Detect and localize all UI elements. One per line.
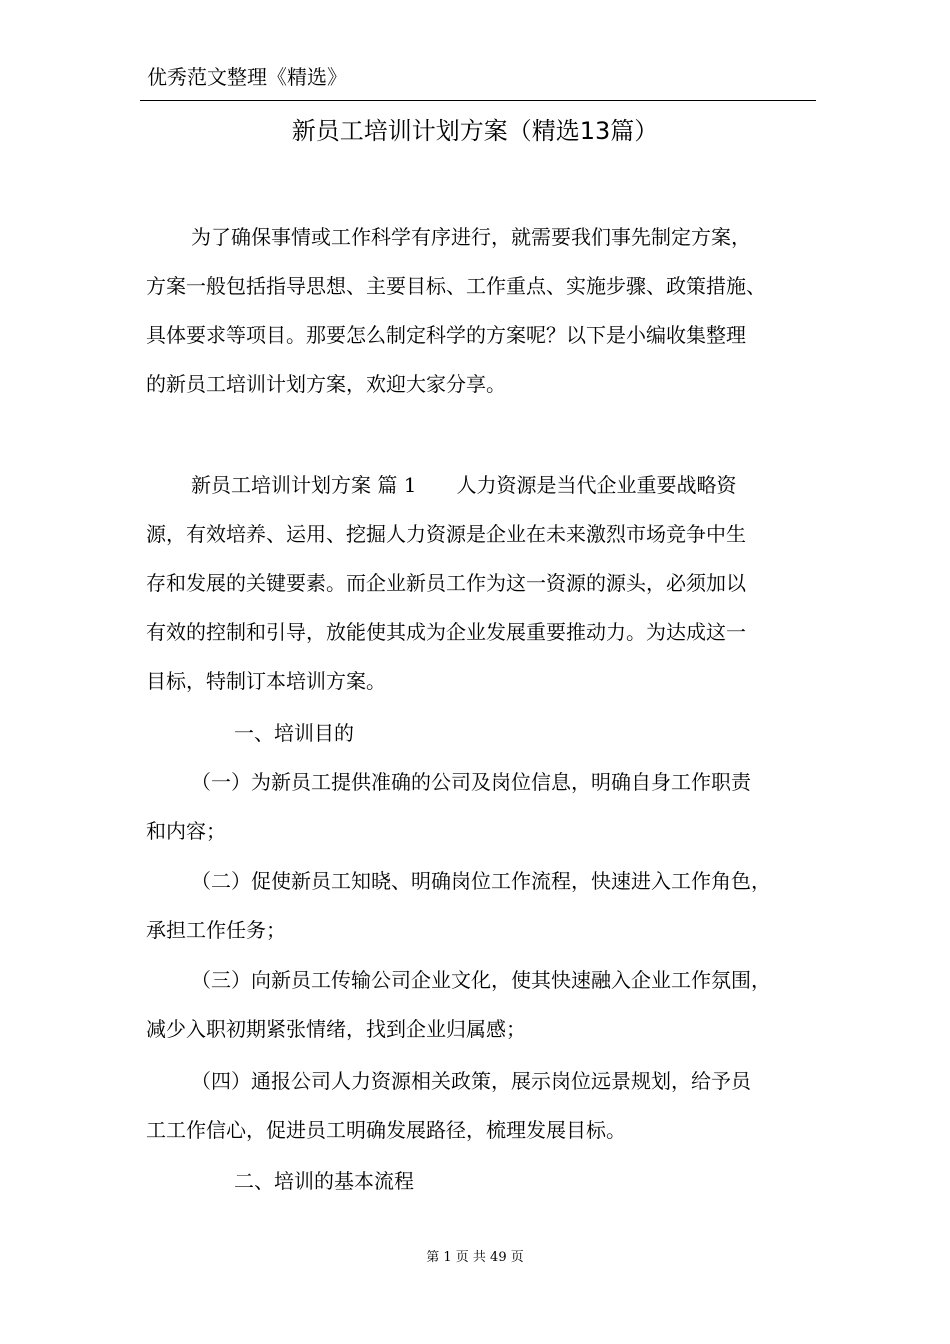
body-line: 工工作信心，促进员工明确发展路径，梳理发展目标。 bbox=[146, 1118, 626, 1142]
body-line: 方案一般包括指导思想、主要目标、工作重点、实施步骤、政策措施、 bbox=[146, 274, 766, 298]
body-line: 具体要求等项目。那要怎么制定科学的方案呢？以下是小编收集整理 bbox=[146, 323, 746, 347]
body-line: 承担工作任务； bbox=[146, 918, 286, 942]
page-header-title: 优秀范文整理《精选》 bbox=[147, 65, 347, 89]
body-line: （四）通报公司人力资源相关政策，展示岗位远景规划，给予员 bbox=[191, 1069, 751, 1093]
document-title: 新员工培训计划方案（精选13篇） bbox=[291, 117, 659, 145]
body-line: 目标，特制订本培训方案。 bbox=[146, 669, 386, 693]
section-heading: 二、培训的基本流程 bbox=[234, 1169, 414, 1193]
body-line: （一）为新员工提供准确的公司及岗位信息，明确自身工作职责 bbox=[191, 770, 751, 794]
body-line: 和内容； bbox=[146, 819, 226, 843]
body-line: 减少入职初期紧张情绪，找到企业归属感； bbox=[146, 1017, 526, 1041]
section-heading: 一、培训目的 bbox=[234, 721, 354, 745]
body-line: 存和发展的关键要素。而企业新员工作为这一资源的源头，必须加以 bbox=[146, 571, 746, 595]
header-rule bbox=[140, 100, 816, 101]
body-line: 新员工培训计划方案 篇 1 人力资源是当代企业重要战略资 bbox=[191, 473, 737, 497]
page-footer: 第 1 页 共 49 页 bbox=[426, 1250, 524, 1265]
body-line: （三）向新员工传输公司企业文化，使其快速融入企业工作氛围， bbox=[191, 968, 771, 992]
body-line: 有效的控制和引导，放能使其成为企业发展重要推动力。为达成这一 bbox=[146, 620, 746, 644]
body-line: （二）促使新员工知晓、明确岗位工作流程，快速进入工作角色， bbox=[191, 869, 771, 893]
body-line: 源，有效培养、运用、挖掘人力资源是企业在未来激烈市场竞争中生 bbox=[146, 522, 746, 546]
body-line: 为了确保事情或工作科学有序进行，就需要我们事先制定方案， bbox=[191, 225, 751, 249]
body-line: 的新员工培训计划方案，欢迎大家分享。 bbox=[146, 372, 506, 396]
